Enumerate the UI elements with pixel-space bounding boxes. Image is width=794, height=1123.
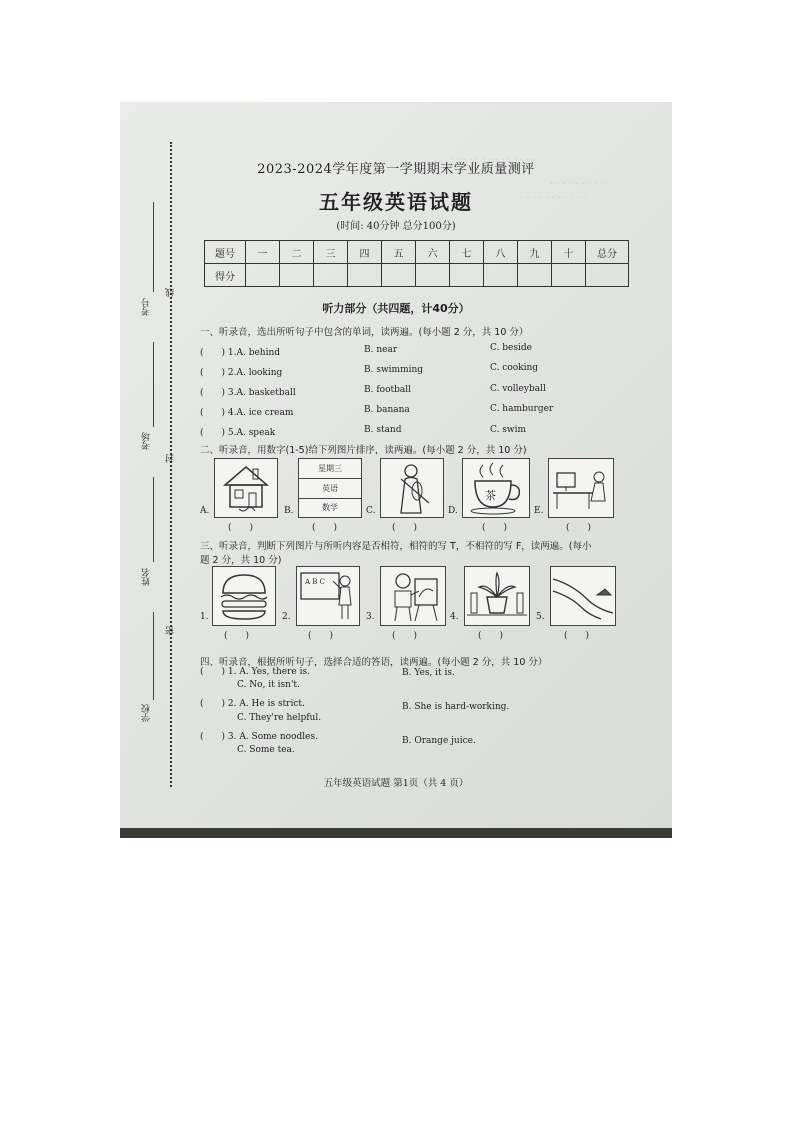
violin-player-icon	[381, 459, 443, 517]
river-icon	[551, 567, 615, 625]
score-cell: 三	[314, 241, 348, 264]
s3-blank-1[interactable]: ( )	[224, 631, 250, 641]
score-cell: 一	[246, 241, 280, 264]
seat-label: 考场	[142, 432, 152, 450]
computer-desk-icon	[549, 459, 613, 517]
school-label: 学校	[142, 704, 152, 722]
s1-q5-c: C. swim	[490, 425, 527, 435]
s3-blank-3[interactable]: ( )	[392, 631, 418, 641]
section4-instruction: 四、听录音，根据所听句子，选择合适的答语，读两遍。(每小题 2 分，共 10 分）	[200, 657, 548, 668]
s3-blank-5[interactable]: ( )	[564, 631, 590, 641]
seal-char-line: 线	[166, 288, 176, 297]
s2-blank-d[interactable]: ( )	[482, 523, 508, 533]
teacher-blackboard-picture	[296, 566, 360, 626]
score-cell: 总分	[586, 241, 629, 264]
score-table-header-row	[205, 241, 629, 264]
score-table-score-row	[205, 264, 629, 287]
binding-dotted-line	[170, 142, 172, 787]
potted-plant-picture	[464, 566, 530, 626]
s4-q1-b: B. Yes, it is.	[402, 668, 455, 678]
s3-label-4: 4.	[450, 612, 459, 622]
score-blank[interactable]	[552, 264, 586, 287]
seal-char-secret: 密	[166, 626, 176, 635]
house-picture	[214, 458, 278, 518]
score-cell: 六	[416, 241, 450, 264]
score-cell: 四	[348, 241, 382, 264]
s1-q4[interactable]: ( ) 4.A. ice cream	[200, 408, 294, 418]
s1-q5[interactable]: ( ) 5.A. speak	[200, 428, 276, 438]
score-blank[interactable]	[450, 264, 484, 287]
house-icon	[215, 459, 277, 517]
s1-q1[interactable]: ( ) 1.A. behind	[200, 348, 281, 358]
painting-boy-picture	[380, 566, 446, 626]
score-blank[interactable]	[314, 264, 348, 287]
s1-q2-c: C. cooking	[490, 363, 539, 373]
river-picture	[550, 566, 616, 626]
s1-q5-b: B. stand	[364, 425, 402, 435]
page-footer: 五年级英语试题 第1页（共 4 页）	[323, 778, 469, 789]
computer-desk-picture	[548, 458, 614, 518]
section1-instruction: 一、听录音，选出所听句子中包含的单词，读两遍。(每小题 2 分，共 10 分）	[200, 327, 529, 338]
exam-paper-photo: . . . . . . . . . . . . . . . . . . . . . . . . . . . . . . . . . . 考号 考场 姓名 学校 线 封 密 2023-2024学年度第一学期期末学业质量测评 五年级英语试题 (时间: 40分钟 总分100分) 题号 一 二 三 四 五 六 七 八 九 十 总分 得分 听力部分（共四题，计40分） 一、听录音，选出所听句子中包含的单词，读两遍。(每小题 2 分，共 10 分） ( ) 1.A. behind B. near C. beside ( ) 2.A. looking B. swimming C. cooking ( ) 3.A. basketball B. football C. volleyball ( ) 4.A. ice cream B. banana C. hamburger ( ) 5.A. speak B. stand C. swim 二、听录音，用数字(1-5)给下列图片排序，读两遍。(每小题 2 分，共 10 分) A. ( ) B. 星期三 英语 数学 ( ) C. ( ) D. 茶 ( ) E. ( ) 三、听录音，判断下列图片与所听内容是否相符，相符的写 T，不相符的写 F，读两遍。(每小 题 2 分，共 10 分) 1. ( ) 2. A B C ( ) 3. ( ) 4. ( ) 5. ( ) 四、听录音，根据所听句子，选择合适的答语，读两遍。(每小题 2 分，共 10 分） ( ) 1. A. Yes, there is. B. Yes, it is. C. No, it isn't. ( ) 2. A. He is strict. B. She is hard-working. C. They're helpful. ( ) 3. A. Some noodles. B. Orange juice. C. Some tea. 五年级英语试题 第1页（共 4 页）	[120, 102, 672, 838]
hamburger-picture	[212, 566, 276, 626]
score-cell: 五	[382, 241, 416, 264]
s2-label-e: E.	[534, 506, 544, 516]
s1-q1-b: B. near	[364, 345, 398, 355]
score-blank[interactable]	[382, 264, 416, 287]
name-label: 姓名	[142, 568, 152, 586]
s2-label-d: D.	[448, 506, 458, 516]
section3-instruction-2: 题 2 分，共 10 分)	[200, 555, 282, 566]
score-cell: 题号	[205, 241, 246, 264]
score-blank[interactable]	[416, 264, 450, 287]
tea-char: 茶	[485, 489, 496, 502]
exam-time: (时间: 40分钟 总分100分)	[336, 221, 456, 232]
s4-q2[interactable]: ( ) 2. A. He is strict.	[200, 699, 305, 709]
violin-player-picture	[380, 458, 444, 518]
s2-blank-c[interactable]: ( )	[392, 523, 418, 533]
exam-no-line	[153, 202, 154, 292]
s3-label-3: 3.	[366, 612, 375, 622]
s4-q1[interactable]: ( ) 1. A. Yes, there is.	[200, 667, 310, 677]
s3-label-2: 2.	[282, 612, 291, 622]
timetable-picture	[298, 458, 362, 518]
hamburger-icon	[213, 567, 275, 625]
s4-q3[interactable]: ( ) 3. A. Some noodles.	[200, 732, 318, 742]
score-row-label: 得分	[205, 264, 246, 287]
tea-cup-icon	[463, 459, 529, 517]
score-table	[204, 240, 629, 287]
timetable-subject-1: 英语	[299, 479, 361, 499]
score-cell: 八	[484, 241, 518, 264]
s3-label-1: 1.	[200, 612, 209, 622]
s4-q3-b: B. Orange juice.	[402, 736, 476, 746]
seal-char-seal: 封	[166, 454, 176, 463]
s4-q2-b: B. She is hard-working.	[402, 702, 510, 712]
score-blank[interactable]	[280, 264, 314, 287]
listening-title: 听力部分（共四题，计40分）	[322, 302, 470, 315]
painting-boy-icon	[381, 567, 445, 625]
s2-label-c: C.	[366, 506, 376, 516]
score-cell: 二	[280, 241, 314, 264]
score-blank[interactable]	[518, 264, 552, 287]
s2-blank-a[interactable]: ( )	[228, 523, 254, 533]
score-cell: 十	[552, 241, 586, 264]
s2-label-a: A.	[200, 506, 210, 516]
exam-no-label: 考号	[142, 298, 152, 316]
s3-blank-4[interactable]: ( )	[478, 631, 504, 641]
score-blank[interactable]	[484, 264, 518, 287]
s4-q1-c: C. No, it isn't.	[237, 680, 300, 690]
s1-q2[interactable]: ( ) 2.A. looking	[200, 368, 283, 378]
name-line	[153, 477, 154, 562]
s2-blank-b[interactable]: ( )	[312, 523, 338, 533]
score-blank[interactable]	[586, 264, 629, 287]
s3-blank-2[interactable]: ( )	[308, 631, 334, 641]
s4-q3-c: C. Some tea.	[237, 745, 295, 755]
exam-name: 五年级英语试题	[319, 190, 473, 214]
score-cell: 七	[450, 241, 484, 264]
s3-label-5: 5.	[536, 612, 545, 622]
timetable-subject-2: 数学	[322, 503, 338, 512]
s4-q2-c: C. They're helpful.	[237, 713, 322, 723]
section3-instruction-1: 三、听录音，判断下列图片与所听内容是否相符，相符的写 T，不相符的写 F，读两遍。(每小	[200, 541, 592, 552]
tea-cup-picture	[462, 458, 530, 518]
seat-line	[153, 342, 154, 427]
s2-blank-e[interactable]: ( )	[566, 523, 592, 533]
score-cell: 九	[518, 241, 552, 264]
section2-instruction: 二、听录音，用数字(1-5)给下列图片排序，读两遍。(每小题 2 分，共 10 分)	[200, 445, 527, 456]
term-title: 2023-2024学年度第一学期期末学业质量测评	[257, 162, 535, 177]
score-blank[interactable]	[246, 264, 280, 287]
teacher-blackboard-icon	[297, 567, 359, 625]
score-blank[interactable]	[348, 264, 382, 287]
s1-q3-c: C. volleyball	[490, 384, 546, 394]
s1-q1-c: C. beside	[490, 343, 532, 353]
s1-q4-b: B. banana	[364, 405, 410, 415]
s1-q4-c: C. hamburger	[490, 404, 554, 414]
s1-q3-b: B. football	[364, 385, 412, 395]
school-line	[153, 612, 154, 700]
s1-q2-b: B. swimming	[364, 365, 424, 375]
potted-plant-icon	[465, 567, 529, 625]
s2-label-b: B.	[284, 506, 294, 516]
timetable-day: 星期三	[299, 459, 361, 479]
s1-q3[interactable]: ( ) 3.A. basketball	[200, 388, 296, 398]
board-text: A B C	[305, 578, 326, 586]
